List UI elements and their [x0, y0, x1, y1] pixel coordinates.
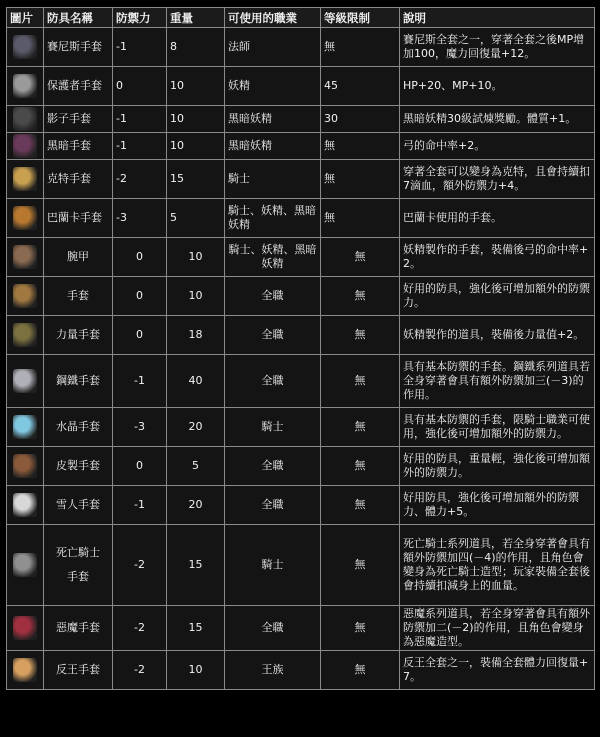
class-value: 全職 — [225, 447, 321, 486]
item-name: 克特手套 — [44, 160, 113, 199]
item-name: 皮製手套 — [44, 447, 113, 486]
class-value: 騎士 — [225, 160, 321, 199]
description: 具有基本防禦的手套，限騎士職業可使用，強化後可增加額外的防禦力。 — [400, 408, 595, 447]
icon-cell — [7, 525, 44, 606]
item-name-line: 手套 — [67, 570, 89, 583]
level-value: 無 — [321, 651, 400, 690]
glove-icon — [13, 107, 37, 131]
description: HP+20、MP+10。 — [400, 67, 595, 106]
icon-cell — [7, 133, 44, 160]
table-row — [7, 525, 595, 606]
defense-value: 0 — [113, 238, 167, 277]
icon-cell — [7, 447, 44, 486]
description: 反王全套之一，裝備全套體力回復量+7。 — [400, 651, 595, 690]
table-row — [7, 447, 595, 486]
class-value: 全職 — [225, 277, 321, 316]
table-row — [7, 606, 595, 651]
level-value: 無 — [321, 316, 400, 355]
level-value: 無 — [321, 28, 400, 67]
item-name: 力量手套 — [44, 316, 113, 355]
level-value: 無 — [321, 525, 400, 606]
defense-value: -2 — [113, 651, 167, 690]
glove-icon — [13, 616, 37, 640]
glove-icon — [13, 74, 37, 98]
column-header: 可使用的職業 — [225, 8, 321, 28]
table-row — [7, 67, 595, 106]
table-row — [7, 160, 595, 199]
icon-cell — [7, 606, 44, 651]
class-value: 騎士 — [225, 408, 321, 447]
weight-value: 10 — [167, 277, 225, 316]
table-row — [7, 486, 595, 525]
weight-value: 10 — [167, 651, 225, 690]
class-value: 全職 — [225, 316, 321, 355]
icon-cell — [7, 277, 44, 316]
defense-value: -1 — [113, 106, 167, 133]
item-name: 雪人手套 — [44, 486, 113, 525]
weight-value: 40 — [167, 355, 225, 408]
defense-value: -3 — [113, 408, 167, 447]
description: 巴蘭卡使用的手套。 — [400, 199, 595, 238]
glove-icon — [13, 206, 37, 230]
table-body — [7, 28, 595, 690]
glove-icon — [13, 369, 37, 393]
item-name: 保護者手套 — [44, 67, 113, 106]
glove-icon — [13, 35, 37, 59]
level-value: 無 — [321, 238, 400, 277]
weight-value: 5 — [167, 199, 225, 238]
description: 妖精製作的道具，裝備後力量值+2。 — [400, 316, 595, 355]
class-value: 妖精 — [225, 67, 321, 106]
level-value: 30 — [321, 106, 400, 133]
level-value: 45 — [321, 67, 400, 106]
description: 弓的命中率+2。 — [400, 133, 595, 160]
level-value: 無 — [321, 355, 400, 408]
table-row — [7, 238, 595, 277]
class-value: 全職 — [225, 486, 321, 525]
weight-value: 15 — [167, 606, 225, 651]
item-name: 反王手套 — [44, 651, 113, 690]
table-row — [7, 408, 595, 447]
glove-icon — [13, 323, 37, 347]
item-name: 手套 — [44, 277, 113, 316]
weight-value: 10 — [167, 133, 225, 160]
header-row — [7, 8, 595, 28]
description: 賽尼斯全套之一，穿著全套之後MP增加100，魔力回復量+12。 — [400, 28, 595, 67]
defense-value: 0 — [113, 447, 167, 486]
table-row — [7, 199, 595, 238]
weight-value: 5 — [167, 447, 225, 486]
defense-value: -1 — [113, 28, 167, 67]
table-row — [7, 106, 595, 133]
defense-value: 0 — [113, 316, 167, 355]
icon-cell — [7, 106, 44, 133]
icon-cell — [7, 67, 44, 106]
item-name: 影子手套 — [44, 106, 113, 133]
column-header: 防禦力 — [113, 8, 167, 28]
defense-value: -1 — [113, 133, 167, 160]
table-row — [7, 651, 595, 690]
defense-value: -2 — [113, 606, 167, 651]
item-name: 惡魔手套 — [44, 606, 113, 651]
glove-icon — [13, 415, 37, 439]
class-value: 全職 — [225, 606, 321, 651]
weight-value: 20 — [167, 486, 225, 525]
level-value: 無 — [321, 199, 400, 238]
description: 穿著全套可以變身為克特，且會持續扣7滴血，額外防禦力+4。 — [400, 160, 595, 199]
description: 惡魔系列道具，若全身穿著會具有額外防禦加二(－2)的作用，且角色會變身為惡魔造型。 — [400, 606, 595, 651]
defense-value: -2 — [113, 160, 167, 199]
column-header: 防具名稱 — [44, 8, 113, 28]
class-value: 全職 — [225, 355, 321, 408]
icon-cell — [7, 355, 44, 408]
table-row — [7, 133, 595, 160]
glove-icon — [13, 134, 37, 158]
icon-cell — [7, 238, 44, 277]
icon-cell — [7, 651, 44, 690]
glove-icon — [13, 493, 37, 517]
column-header: 說明 — [400, 8, 595, 28]
glove-icon — [13, 658, 37, 682]
weight-value: 8 — [167, 28, 225, 67]
glove-icon — [13, 454, 37, 478]
class-value: 騎士 — [225, 525, 321, 606]
class-value: 法師 — [225, 28, 321, 67]
weight-value: 10 — [167, 106, 225, 133]
weight-value: 18 — [167, 316, 225, 355]
level-value: 無 — [321, 447, 400, 486]
class-value: 王族 — [225, 651, 321, 690]
item-name: 鋼鐵手套 — [44, 355, 113, 408]
bracer-icon — [13, 245, 37, 269]
description: 黑暗妖精30級試煉獎勵。體質+1。 — [400, 106, 595, 133]
glove-table — [6, 7, 595, 690]
description: 好用的防具，強化後可增加額外的防禦力。 — [400, 277, 595, 316]
column-header: 重量 — [167, 8, 225, 28]
level-value: 無 — [321, 486, 400, 525]
glove-icon — [13, 284, 37, 308]
glove-icon — [13, 167, 37, 191]
defense-value: 0 — [113, 277, 167, 316]
item-name: 水晶手套 — [44, 408, 113, 447]
table-row — [7, 316, 595, 355]
column-header: 圖片 — [7, 8, 44, 28]
level-value: 無 — [321, 606, 400, 651]
defense-value: -3 — [113, 199, 167, 238]
weight-value: 15 — [167, 160, 225, 199]
icon-cell — [7, 486, 44, 525]
description: 好用防具，強化後可增加額外的防禦力、體力+5。 — [400, 486, 595, 525]
table-row — [7, 355, 595, 408]
icon-cell — [7, 199, 44, 238]
item-name-line: 死亡騎士 — [56, 546, 100, 559]
level-value: 無 — [321, 408, 400, 447]
class-value: 騎士、妖精、黑暗妖精 — [225, 199, 321, 238]
item-name: 賽尼斯手套 — [44, 28, 113, 67]
defense-value: -1 — [113, 486, 167, 525]
weight-value: 20 — [167, 408, 225, 447]
weight-value: 15 — [167, 525, 225, 606]
icon-cell — [7, 28, 44, 67]
defense-value: 0 — [113, 67, 167, 106]
weight-value: 10 — [167, 238, 225, 277]
item-name: 腕甲 — [44, 238, 113, 277]
icon-cell — [7, 160, 44, 199]
item-name: 巴蘭卡手套 — [44, 199, 113, 238]
description: 死亡騎士系列道具，若全身穿著會具有額外防禦加四(－4)的作用，且角色會變身為死亡騎士造型；玩家裝備全套後會持續扣減身上的血量。 — [400, 525, 595, 606]
defense-value: -2 — [113, 525, 167, 606]
item-name: 黑暗手套 — [44, 133, 113, 160]
column-header: 等級限制 — [321, 8, 400, 28]
class-value: 黑暗妖精 — [225, 133, 321, 160]
description: 妖精製作的手套，裝備後弓的命中率+2。 — [400, 238, 595, 277]
table-row — [7, 277, 595, 316]
class-value: 騎士、妖精、黑暗妖精 — [225, 238, 321, 277]
table-row — [7, 28, 595, 67]
weight-value: 10 — [167, 67, 225, 106]
icon-cell — [7, 316, 44, 355]
item-name — [44, 525, 113, 606]
icon-cell — [7, 408, 44, 447]
level-value: 無 — [321, 160, 400, 199]
description: 具有基本防禦的手套。鋼鐵系列道具若全身穿著會具有額外防禦加三(－3)的作用。 — [400, 355, 595, 408]
class-value: 黑暗妖精 — [225, 106, 321, 133]
level-value: 無 — [321, 133, 400, 160]
level-value: 無 — [321, 277, 400, 316]
defense-value: -1 — [113, 355, 167, 408]
glove-icon — [13, 553, 37, 577]
description: 好用的防具，重量輕，強化後可增加額外的防禦力。 — [400, 447, 595, 486]
